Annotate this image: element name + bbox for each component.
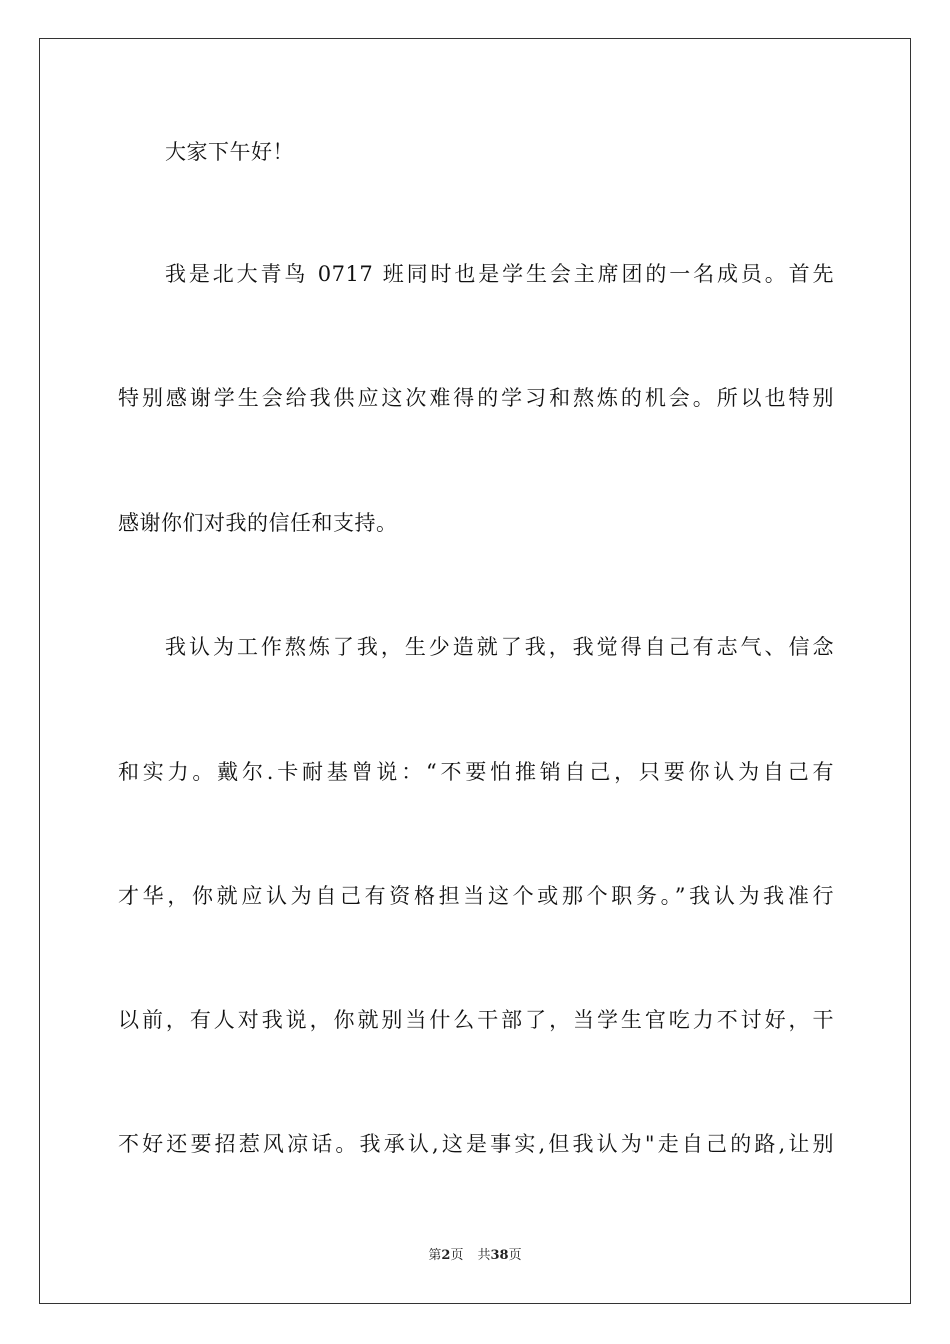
page-border — [39, 38, 911, 1304]
text-line: 感谢你们对我的信任和支持。 — [118, 511, 398, 535]
text-line-greeting: 大家下午好！ — [165, 140, 294, 164]
text-line: 才华，你就应认为自己有资格担当这个或那个职务。”我认为我准行 — [118, 884, 834, 908]
page-label-prefix: 第 — [428, 1248, 442, 1263]
total-label-prefix: 共 — [477, 1248, 491, 1263]
text-line: 我是北大青鸟 0717 班同时也是学生会主席团的一名成员。首先 — [165, 262, 834, 286]
text-line: 不好还要招惹风凉话。我承认,这是事实,但我认为"走自己的路,让别 — [118, 1132, 834, 1156]
text-line: 以前，有人对我说，你就别当什么干部了，当学生官吃力不讨好，干 — [118, 1008, 834, 1032]
page-footer — [0, 1247, 950, 1265]
page-number: 2 — [441, 1248, 451, 1263]
total-label-suffix: 页 — [508, 1248, 522, 1263]
page-label-suffix: 页 — [450, 1248, 464, 1263]
total-pages: 38 — [490, 1248, 509, 1263]
text-line: 特别感谢学生会给我供应这次难得的学习和熬炼的机会。所以也特别 — [118, 386, 834, 410]
text-line: 和实力。戴尔.卡耐基曾说：“不要怕推销自己，只要你认为自己有 — [118, 760, 834, 784]
text-line: 我认为工作熬炼了我，生少造就了我，我觉得自己有志气、信念 — [165, 635, 834, 659]
